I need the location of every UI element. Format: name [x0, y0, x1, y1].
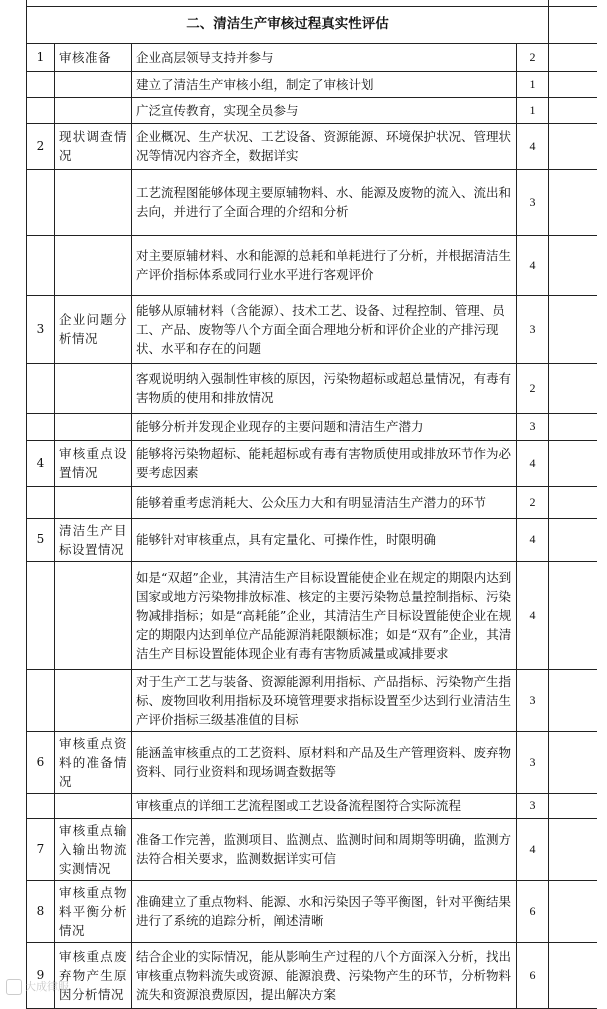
evaluation-sheet	[26, 0, 596, 1002]
watermark-text: 大成律服	[25, 980, 69, 993]
item-category: 企业问题分析情况	[55, 295, 132, 363]
item-number: 8	[27, 880, 55, 942]
item-category: 审核重点物料平衡分析情况	[55, 880, 132, 942]
blank-cell	[549, 363, 597, 413]
blank-cell	[549, 486, 597, 518]
item-number	[27, 71, 55, 97]
item-number: 9	[27, 942, 55, 1008]
table-row	[27, 169, 597, 235]
item-criterion: 准确建立了重点物料、能源、水和污染因子等平衡图，针对平衡结果进行了系统的追踪分析，阐述清晰	[132, 880, 517, 942]
item-criterion: 企业概况、生产状况、工艺设备、资源能源、环境保护状况、管理状况等情况内容齐全，数据详实	[132, 123, 517, 169]
item-category	[55, 169, 132, 235]
table-row	[27, 97, 597, 123]
item-criterion: 能够分析并发现企业现存的主要问题和清洁生产潜力	[132, 413, 517, 440]
item-category: 审核重点废弃物产生原因分析情况	[55, 942, 132, 1008]
table-row	[27, 235, 597, 295]
blank-cell	[549, 413, 597, 440]
blank-cell	[549, 518, 597, 561]
item-criterion: 如是“双超”企业，其清洁生产目标设置能使企业在规定的期限内达到国家或地方污染物排放标准、核定的主要污染物总量控制指标、污染物减排指标；如是“高耗能”企业，其清洁生产目标设置能使企业在规定的期限内达到单位产品能源消耗限额标准；如是“双有”企业，其清洁生产目标设置能体现企业有毒有害物质减量或减排要求	[132, 561, 517, 669]
item-number	[27, 363, 55, 413]
item-score: 2	[517, 43, 549, 71]
watermark	[6, 978, 69, 995]
item-score: 3	[517, 295, 549, 363]
item-number	[27, 169, 55, 235]
item-score: 3	[517, 413, 549, 440]
item-number	[27, 793, 55, 818]
item-category	[55, 97, 132, 123]
item-category: 清洁生产目标设置情况	[55, 518, 132, 561]
item-category	[55, 486, 132, 518]
item-number	[27, 561, 55, 669]
evaluation-table	[26, 0, 597, 1009]
item-criterion: 能够着重考虑消耗大、公众压力大和有明显清洁生产潜力的环节	[132, 486, 517, 518]
item-number	[27, 413, 55, 440]
item-criterion: 企业高层领导支持并参与	[132, 43, 517, 71]
item-category	[55, 413, 132, 440]
item-number	[27, 97, 55, 123]
table-row	[27, 440, 597, 486]
item-score: 6	[517, 880, 549, 942]
blank-cell	[549, 295, 597, 363]
table-row	[27, 43, 597, 71]
table-row	[27, 793, 597, 818]
blank-cell	[549, 880, 597, 942]
table-row	[27, 818, 597, 880]
item-criterion: 能涵盖审核重点的工艺资料、原材料和产品及生产管理资料、废弃物资料、同行业资料和现场调查数据等	[132, 731, 517, 793]
table-row	[27, 363, 597, 413]
item-score: 3	[517, 793, 549, 818]
item-number: 5	[27, 518, 55, 561]
item-category: 审核重点资料的准备情况	[55, 731, 132, 793]
item-category	[55, 793, 132, 818]
item-score: 4	[517, 518, 549, 561]
item-criterion: 广泛宣传教育，实现全员参与	[132, 97, 517, 123]
watermark-logo-icon	[6, 979, 22, 995]
blank-cell	[549, 669, 597, 731]
table-row	[27, 731, 597, 793]
item-score: 3	[517, 169, 549, 235]
table-row	[27, 518, 597, 561]
table-row	[27, 486, 597, 518]
item-category	[55, 363, 132, 413]
item-number: 2	[27, 123, 55, 169]
item-criterion: 对于生产工艺与装备、资源能源利用指标、产品指标、污染物产生指标、废物回收利用指标及环境管理要求指标设置至少达到行业清洁生产评价指标三级基准值的目标	[132, 669, 517, 731]
item-criterion: 对主要原辅材料、水和能源的总耗和单耗进行了分析，并根据清洁生产评价指标体系或同行业水平进行客观评价	[132, 235, 517, 295]
item-score: 2	[517, 363, 549, 413]
item-score: 4	[517, 123, 549, 169]
item-number	[27, 669, 55, 731]
blank-cell	[549, 123, 597, 169]
table-row	[27, 561, 597, 669]
table-row	[27, 880, 597, 942]
item-category: 现状调查情况	[55, 123, 132, 169]
item-criterion: 建立了清洁生产审核小组，制定了审核计划	[132, 71, 517, 97]
item-criterion: 能够从原辅材料（含能源）、技术工艺、设备、过程控制、管理、员工、产品、废物等八个方面全面合理地分析和评价企业的产排污现状、水平和存在的问题	[132, 295, 517, 363]
table-row	[27, 942, 597, 1008]
table-body	[27, 0, 597, 1008]
blank-cell	[549, 818, 597, 880]
item-score: 2	[517, 486, 549, 518]
item-score: 3	[517, 731, 549, 793]
blank-cell	[549, 731, 597, 793]
item-category: 审核重点输入输出物流实测情况	[55, 818, 132, 880]
item-score: 4	[517, 235, 549, 295]
item-number: 3	[27, 295, 55, 363]
blank-cell	[549, 440, 597, 486]
blank-cell	[549, 561, 597, 669]
item-criterion: 结合企业的实际情况，能从影响生产过程的八个方面深入分析，找出审核重点物料流失或资源、能源浪费、污染物产生的环节，分析物料流失和资源浪费原因，提出解决方案	[132, 942, 517, 1008]
item-category: 审核准备	[55, 43, 132, 71]
table-row	[27, 123, 597, 169]
item-criterion: 客观说明纳入强制性审核的原因，污染物超标或超总量情况，有毒有害物质的使用和排放情况	[132, 363, 517, 413]
item-score: 4	[517, 818, 549, 880]
blank-cell	[549, 43, 597, 71]
table-row	[27, 71, 597, 97]
item-score: 6	[517, 942, 549, 1008]
item-category	[55, 235, 132, 295]
item-score: 4	[517, 561, 549, 669]
item-score: 4	[517, 440, 549, 486]
item-score: 1	[517, 71, 549, 97]
section-title: 二、清洁生产审核过程真实性评估	[27, 6, 549, 43]
item-number: 7	[27, 818, 55, 880]
blank-cell	[549, 71, 597, 97]
item-category	[55, 561, 132, 669]
item-number: 4	[27, 440, 55, 486]
item-number	[27, 235, 55, 295]
blank-cell	[549, 97, 597, 123]
item-category	[55, 71, 132, 97]
table-row	[27, 295, 597, 363]
item-score: 1	[517, 97, 549, 123]
blank-cell	[549, 942, 597, 1008]
section-title-row	[27, 6, 597, 43]
table-row	[27, 669, 597, 731]
item-criterion: 能够将污染物超标、能耗超标或有毒有害物质使用或排放环节作为必要考虑因素	[132, 440, 517, 486]
table-row	[27, 413, 597, 440]
item-category	[55, 669, 132, 731]
item-number	[27, 486, 55, 518]
item-score: 3	[517, 669, 549, 731]
item-category: 审核重点设置情况	[55, 440, 132, 486]
blank-cell	[549, 793, 597, 818]
item-criterion: 工艺流程图能够体现主要原辅物料、水、能源及废物的流入、流出和去向，并进行了全面合理的介绍和分析	[132, 169, 517, 235]
item-criterion: 能够针对审核重点，具有定量化、可操作性，时限明确	[132, 518, 517, 561]
item-number: 6	[27, 731, 55, 793]
blank-cell	[549, 169, 597, 235]
blank-cell	[549, 235, 597, 295]
item-number: 1	[27, 43, 55, 71]
item-criterion: 审核重点的详细工艺流程图或工艺设备流程图符合实际流程	[132, 793, 517, 818]
item-criterion: 准备工作完善，监测项目、监测点、监测时间和周期等明确，监测方法符合相关要求，监测数据详实可信	[132, 818, 517, 880]
